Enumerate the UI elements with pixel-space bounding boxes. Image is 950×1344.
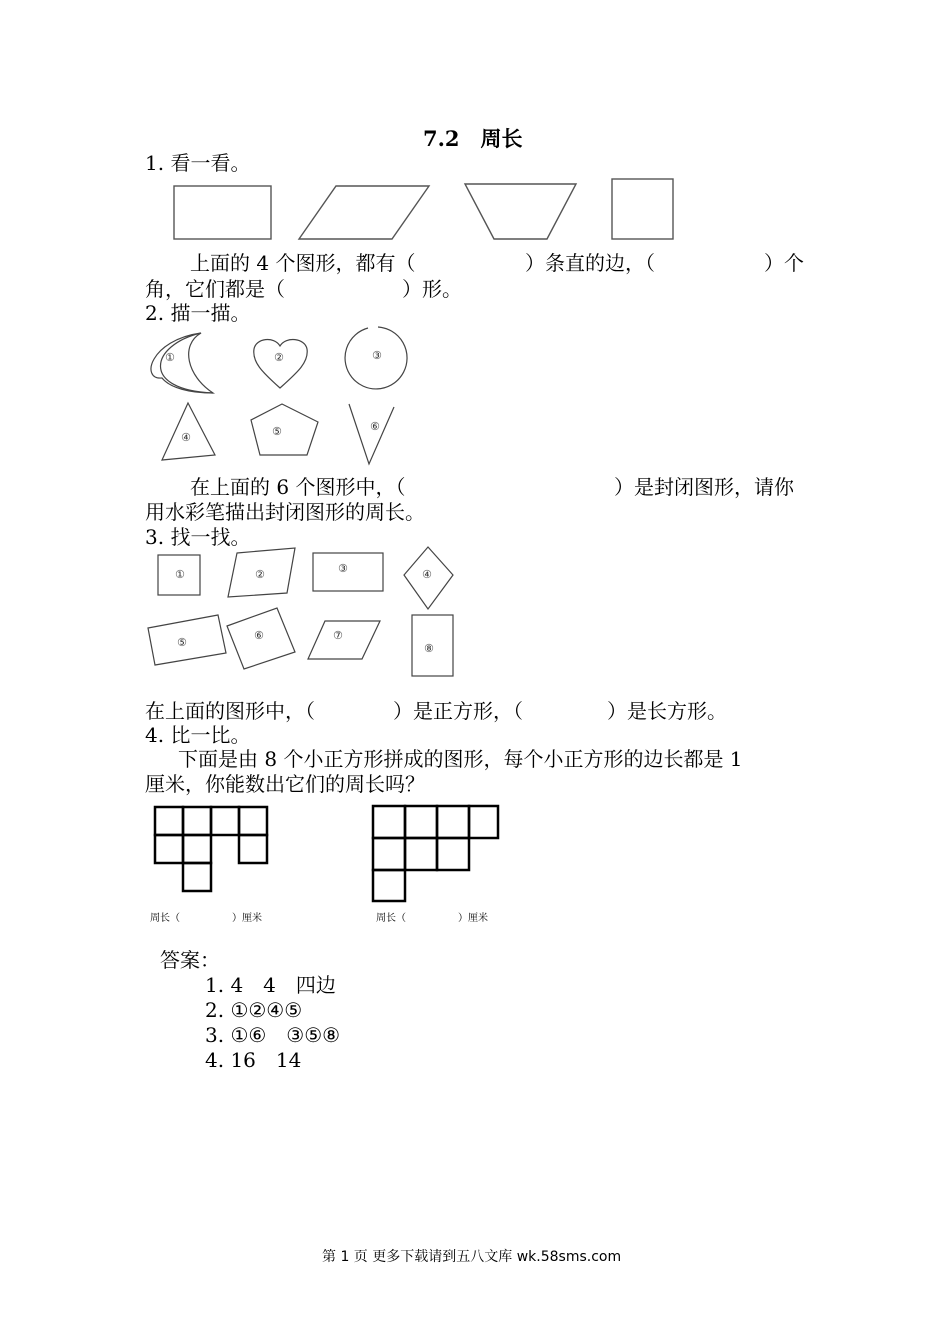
q1-line1-post: ）个	[764, 251, 804, 275]
q3-label-8: ⑧	[424, 642, 434, 655]
q3-label-5: ⑤	[177, 636, 187, 649]
q2-line1-pre: 在上面的 6 个图形中，（	[190, 475, 406, 499]
q4-heading: 4. 比一比。	[145, 723, 251, 747]
q2-heading: 2. 描一描。	[145, 301, 251, 325]
q2-label-6: ⑥	[370, 420, 380, 433]
q4-caption-left-pre: 周长（	[150, 913, 180, 924]
q4-caption-right-pre: 周长（	[376, 913, 406, 924]
q2-line1-post: ）是封闭图形，请你	[614, 475, 794, 499]
answers-heading: 答案：	[160, 948, 220, 972]
q3-label-1: ①	[175, 568, 185, 581]
q2-label-2: ②	[274, 351, 284, 364]
q3-line-pre: 在上面的图形中，（	[145, 699, 315, 723]
q2-label-5: ⑤	[272, 425, 282, 438]
q1-heading: 1. 看一看。	[145, 151, 251, 175]
answer-1: 1. 4 4 四边	[205, 973, 336, 997]
q4-grid-right	[373, 806, 498, 901]
q4-caption-right-post: ）厘米	[458, 913, 488, 924]
q4-grid-left	[155, 807, 267, 891]
q3-line-mid: ）是正方形，（	[393, 699, 523, 723]
q3-label-6: ⑥	[254, 629, 264, 642]
q2-line2: 用水彩笔描出封闭图形的周长。	[145, 500, 425, 524]
q1-line1-pre: 上面的 4 个图形，都有（	[190, 251, 416, 275]
q1-line2-pre: 角，它们都是（	[145, 277, 285, 301]
q3-label-7: ⑦	[333, 629, 343, 642]
q3-heading: 3. 找一找。	[145, 525, 251, 549]
q3-label-3: ③	[338, 562, 348, 575]
q4-caption-left-post: ）厘米	[232, 913, 262, 924]
q3-label-2: ②	[255, 568, 265, 581]
q1-line2-post: ）形。	[402, 277, 462, 301]
q3-label-4: ④	[422, 568, 432, 581]
q2-label-3: ③	[372, 349, 382, 362]
q2-label-4: ④	[181, 431, 191, 444]
q1-line1-mid: ）条直的边，（	[525, 251, 655, 275]
q4-line2: 厘米，你能数出它们的周长吗？	[145, 772, 425, 796]
q3-line-post: ）是长方形。	[607, 699, 727, 723]
answer-3: 3. ①⑥ ③⑤⑧	[205, 1023, 341, 1047]
answer-2: 2. ①②④⑤	[205, 998, 303, 1022]
q2-label-1: ①	[165, 351, 175, 364]
q4-line1: 下面是由 8 个小正方形拼成的图形，每个小正方形的边长都是 1	[178, 747, 743, 771]
page-title: 7.2 周长	[423, 126, 523, 151]
page-footer: 第 1 页 更多下载请到五八文库 wk.58sms.com	[322, 1249, 622, 1265]
answer-4: 4. 16 14	[205, 1048, 302, 1072]
